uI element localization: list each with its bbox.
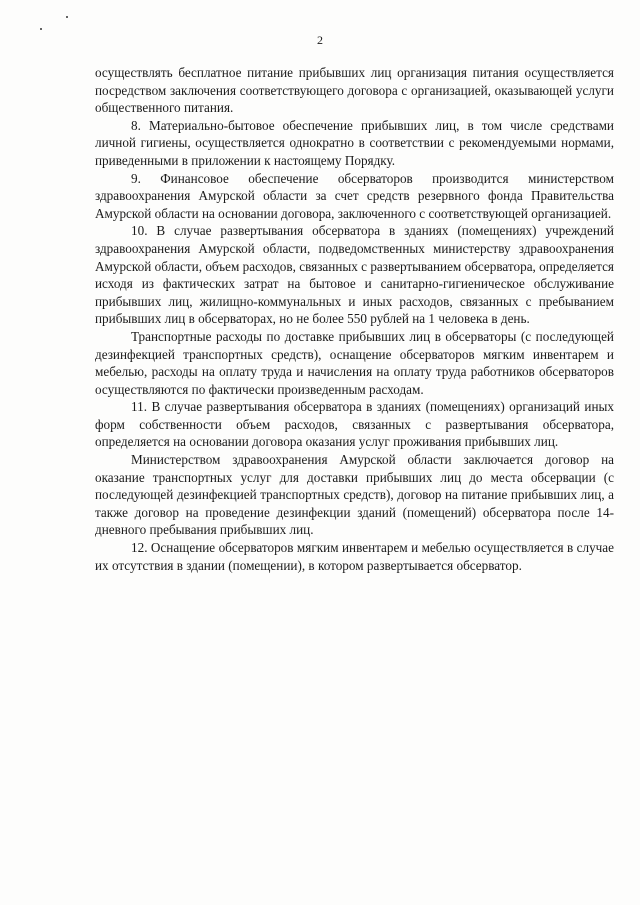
paragraph-10-transport: Транспортные расходы по доставке прибывших лиц в обсерваторы (с последующей дезинфекцией транспортных средств), оснащение обсерваторов мягким инвентарем и мебелью, расходы на оплату труда и начисления на оплату труда работников обсерваторов осуществляются по фактически произведенным расходам.: [95, 328, 614, 397]
paragraph-10: 10. В случае развертывания обсерватора в зданиях (помещениях) учреждений здравоохранения Амурской области, подведомственных министерству здравоохранения Амурской области, объем расходов, связанных с развертыванием обсерватора, определяется исходя из фактических затрат на бытовое и санитарно-гигиеническое обслуживание прибывших лиц, жилищно-коммунальных и иных расходов, связанных с пребыванием прибывших лиц в обсерваторах, но не более 550 рублей на 1 человека в день.: [95, 223, 614, 327]
document-body: [95, 64, 614, 574]
scan-speck: [66, 16, 68, 18]
scan-speck: [40, 28, 42, 30]
paragraph-continuation: осуществлять бесплатное питание прибывших лиц организация питания осуществляется посредством заключения соответствующего договора с организацией, оказывающей услуги общественного питания.: [95, 65, 614, 116]
paragraph-12: 12. Оснащение обсерваторов мягким инвентарем и мебелью осуществляется в случае их отсутствия в здании (помещении), в котором развертывается обсерватор.: [95, 540, 614, 573]
paragraph-8: 8. Материально-бытовое обеспечение прибывших лиц, в том числе средствами личной гигиены, осуществляется однократно в соответствии с рекомендуемыми нормами, приведенными в приложении к настоящему Порядку.: [95, 117, 614, 168]
page-number: 2: [317, 33, 323, 47]
paragraph-9: 9. Финансовое обеспечение обсерваторов производится министерством здравоохранения Амурской области за счет средств резервного фонда Правительства Амурской области на основании договора, заключенного с соответствующей организацией.: [95, 170, 614, 221]
paragraph-11-ministry: Министерством здравоохранения Амурской области заключается договор на оказание транспортных услуг для доставки прибывших лиц до места обсервации (с последующей дезинфекцией транспортных средств), договор на питание прибывших лиц, а также договор на проведение дезинфекции зданий (помещений) обсерватора после 14-дневного пребывания прибывших лиц.: [95, 452, 614, 538]
paragraph-11: 11. В случае развертывания обсерватора в зданиях (помещениях) организаций иных форм собственности объем расходов, связанных с развертывания обсерватора, определяется на основании договора оказания услуг проживания прибывших лиц.: [95, 399, 614, 450]
